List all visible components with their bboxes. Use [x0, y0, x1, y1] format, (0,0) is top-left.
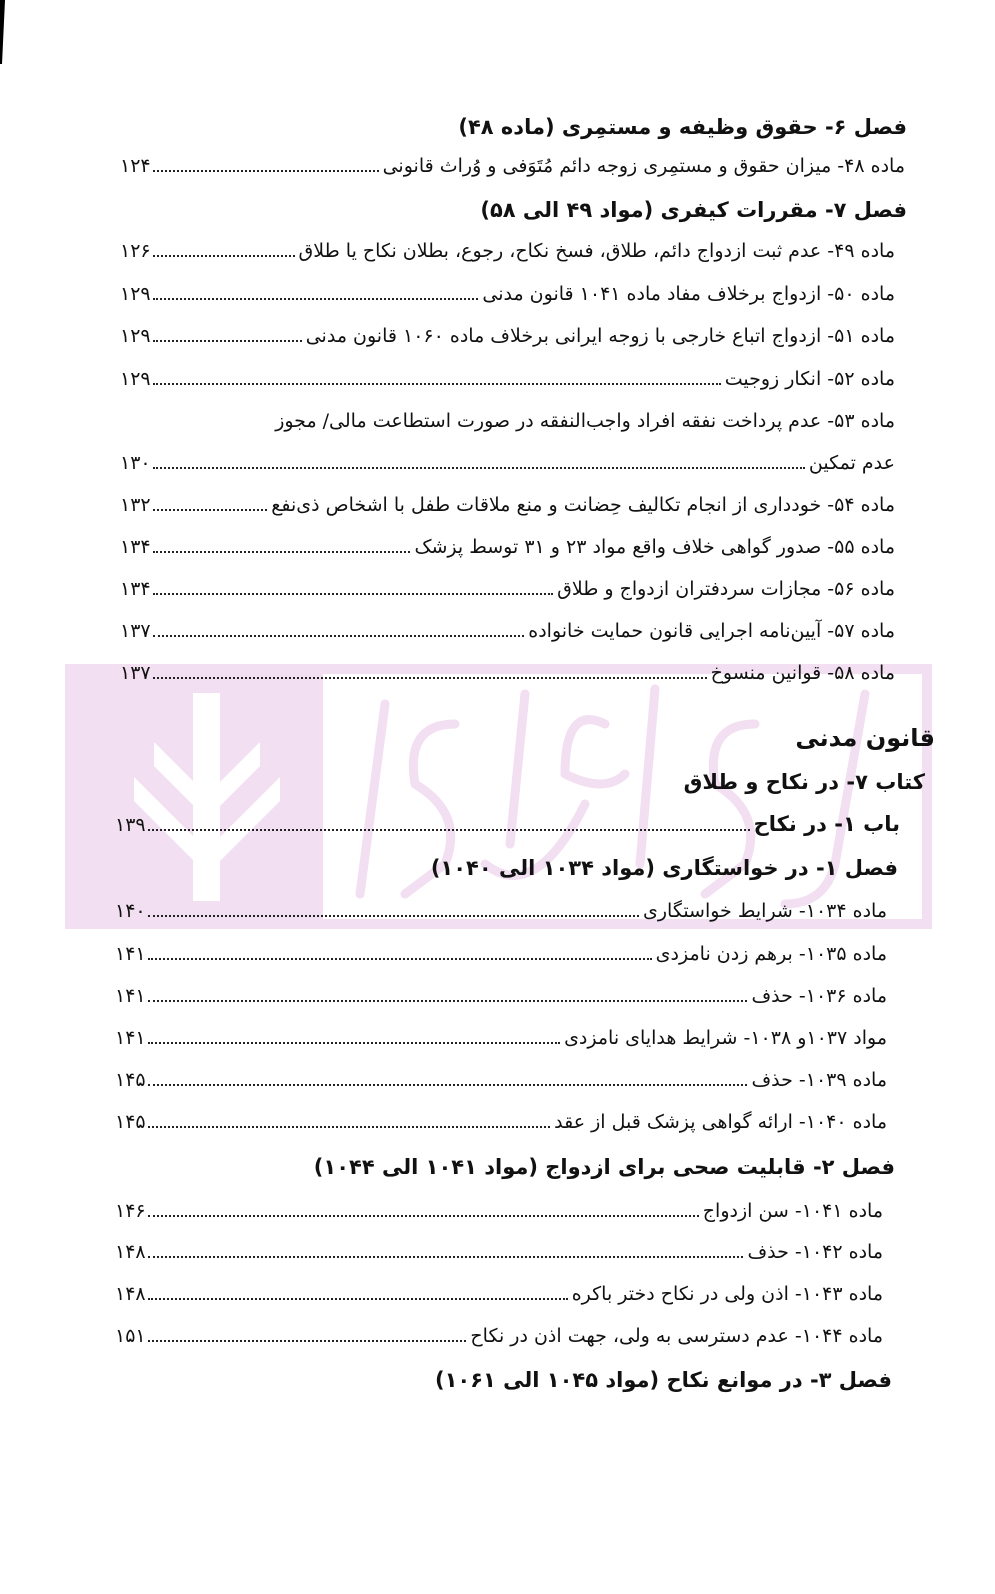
page-number: ۱۳۰: [120, 452, 151, 474]
page-number: ۱۳۴: [120, 536, 151, 558]
toc-entry[interactable]: [115, 1241, 883, 1263]
leader-dots: [153, 170, 379, 172]
toc-entry-title: ماده ۱۰۴۰- ارائه گواهی پزشک قبل از عقد: [554, 1111, 887, 1133]
toc-entry[interactable]: [115, 985, 887, 1007]
leader-dots: [148, 915, 639, 917]
section-heading: فصل ۶- حقوق وظیفه و مستمِری (ماده ۴۸): [458, 115, 907, 139]
toc-entry-title: ماده ۵۵- صدور گواهی خلاف واقع مواد ۲۳ و ۳۱ توسط پزشک: [414, 536, 895, 558]
toc-chapter-entry[interactable]: [115, 812, 900, 836]
toc-entry-title: ماده ۱۰۴۳- اذن ولی در نکاح دختر باکره: [571, 1283, 883, 1305]
toc-entry[interactable]: [115, 1027, 887, 1049]
toc-entry[interactable]: [115, 943, 887, 965]
page-number: ۱۵۱: [115, 1325, 146, 1347]
page-number: ۱۴۱: [115, 985, 146, 1007]
page-number: ۱۳۷: [120, 662, 151, 684]
leader-dots: [153, 340, 302, 342]
page-number: ۱۴۶: [115, 1200, 146, 1222]
leader-dots: [153, 677, 707, 679]
section-heading: فصل ۳- در موانع نکاح (مواد ۱۰۴۵ الی ۱۰۶۱): [434, 1368, 892, 1392]
leader-dots: [148, 829, 750, 831]
leader-dots: [148, 1000, 748, 1002]
leader-dots: [148, 1042, 560, 1044]
watermark-tree-icon: [65, 664, 932, 929]
leader-dots: [153, 467, 805, 469]
toc-entry[interactable]: [120, 283, 895, 305]
toc-entry[interactable]: [120, 155, 905, 177]
toc-entry-title: ماده ۱۰۳۹- حذف: [751, 1069, 887, 1091]
leader-dots: [148, 1126, 551, 1128]
toc-entry[interactable]: [120, 240, 895, 262]
section-heading: فصل ۲- قابلیت صحی برای ازدواج (مواد ۱۰۴۱ الی ۱۰۴۴): [313, 1155, 895, 1179]
section-heading: فصل ۱- در خواستگاری (مواد ۱۰۳۴ الی ۱۰۴۰): [430, 856, 898, 880]
leader-dots: [148, 1215, 699, 1217]
toc-entry[interactable]: [115, 1069, 887, 1091]
toc-entry-title: ماده ۱۰۳۴- شرایط خواستگاری: [642, 900, 887, 922]
leader-dots: [148, 1084, 748, 1086]
toc-entry-title: ماده ۵۷- آیین‌نامه اجرایی قانون حمایت خانواده: [528, 620, 895, 642]
toc-entry[interactable]: [115, 1200, 883, 1222]
toc-entry[interactable]: [120, 578, 895, 600]
page-number: ۱۲۹: [120, 283, 151, 305]
toc-entry[interactable]: [120, 620, 895, 642]
toc-entry[interactable]: [120, 325, 895, 347]
toc-entry[interactable]: [120, 662, 895, 684]
page-number: ۱۴۵: [115, 1111, 146, 1133]
book-heading: کتاب ۷- در نکاح و طلاق: [683, 770, 925, 794]
toc-entry-title: ماده ۴۹- عدم ثبت ازدواج دائم، طلاق، فسخ نکاح، رجوع، بطلان نکاح یا طلاق: [298, 240, 895, 262]
toc-entry-title: ماده ۵۸- قوانین منسوخ: [710, 662, 895, 684]
page-number: ۱۳۹: [115, 814, 146, 836]
leader-dots: [153, 551, 411, 553]
section-heading: فصل ۷- مقررات کیفری (مواد ۴۹ الی ۵۸): [480, 198, 907, 222]
toc-entry-title: ماده ۵۰- ازدواج برخلاف مفاد ماده ۱۰۴۱ قانون مدنی: [482, 283, 895, 305]
leader-dots: [153, 635, 525, 637]
leader-dots: [153, 255, 295, 257]
page-number: ۱۲۴: [120, 155, 151, 177]
watermark: [65, 664, 932, 929]
toc-entry-title: ماده ۱۰۴۴- عدم دسترسی به ولی، جهت اذن در نکاح: [470, 1325, 883, 1347]
toc-entry-title: ماده ۱۰۳۵- برهم زدن نامزدی: [655, 943, 887, 965]
page-number: ۱۴۱: [115, 1027, 146, 1049]
toc-entry-title: ماده ۱۰۳۶- حذف: [751, 985, 887, 1007]
toc-entry[interactable]: [115, 1283, 883, 1305]
leader-dots: [148, 958, 652, 960]
page-number: ۱۳۷: [120, 620, 151, 642]
leader-dots: [148, 1340, 467, 1342]
scan-edge-artifact: [0, 0, 5, 64]
toc-entry[interactable]: [120, 368, 895, 390]
toc-entry-title: باب ۱- در نکاح: [753, 812, 900, 836]
page-number: ۱۴۵: [115, 1069, 146, 1091]
leader-dots: [153, 383, 721, 385]
page-number: ۱۳۲: [120, 494, 151, 516]
page-number: ۱۴۸: [115, 1283, 146, 1305]
toc-entry[interactable]: [120, 536, 895, 558]
leader-dots: [153, 298, 479, 300]
page-number: ۱۴۸: [115, 1241, 146, 1263]
toc-entry[interactable]: [115, 1325, 883, 1347]
toc-entry-title: مواد ۱۰۳۷و ۱۰۳۸- شرایط هدایای نامزدی: [564, 1027, 887, 1049]
toc-entry-title-line1: ماده ۵۳- عدم پرداخت نفقه افراد واجب‌النفقه در صورت استطاعت مالی/ مجوز: [275, 410, 895, 432]
toc-entry-title: ماده ۱۰۴۱- سن ازدواج: [702, 1200, 883, 1222]
page-number: ۱۲۹: [120, 368, 151, 390]
leader-dots: [148, 1256, 744, 1258]
leader-dots: [153, 593, 554, 595]
toc-entry-title: ماده ۵۴- خودداری از انجام تکالیف حِضانت و منع ملاقات طفل با اشخاص ذی‌نفع: [271, 494, 895, 516]
part-title: قانون مدنی: [795, 724, 935, 752]
toc-entry[interactable]: [115, 900, 887, 922]
toc-entry-title: ماده ۵۱- ازدواج اتباع خارجی با زوجه ایرانی برخلاف ماده ۱۰۶۰ قانون مدنی: [305, 325, 895, 347]
toc-entry[interactable]: [120, 452, 895, 474]
toc-entry-title: ماده ۵۶- مجازات سردفتران ازدواج و طلاق: [557, 578, 895, 600]
toc-entry-title: ماده ۴۸- میزان حقوق و مستمِری زوجه دائم مُتَوَفی و وُراث قانونی: [382, 155, 905, 177]
leader-dots: [148, 1298, 568, 1300]
toc-entry-title: ماده ۱۰۴۲- حذف: [747, 1241, 883, 1263]
toc-entry-title-line2: عدم تمکین: [808, 452, 895, 474]
page-number: ۱۴۰: [115, 900, 146, 922]
page-number: ۱۲۹: [120, 325, 151, 347]
leader-dots: [153, 509, 268, 511]
toc-entry[interactable]: [120, 494, 895, 516]
page-number: ۱۳۴: [120, 578, 151, 600]
page-number: ۱۲۶: [120, 240, 151, 262]
toc-entry-title: ماده ۵۲- انکار زوجیت: [724, 368, 895, 390]
toc-entry[interactable]: [115, 1111, 887, 1133]
page-number: ۱۴۱: [115, 943, 146, 965]
